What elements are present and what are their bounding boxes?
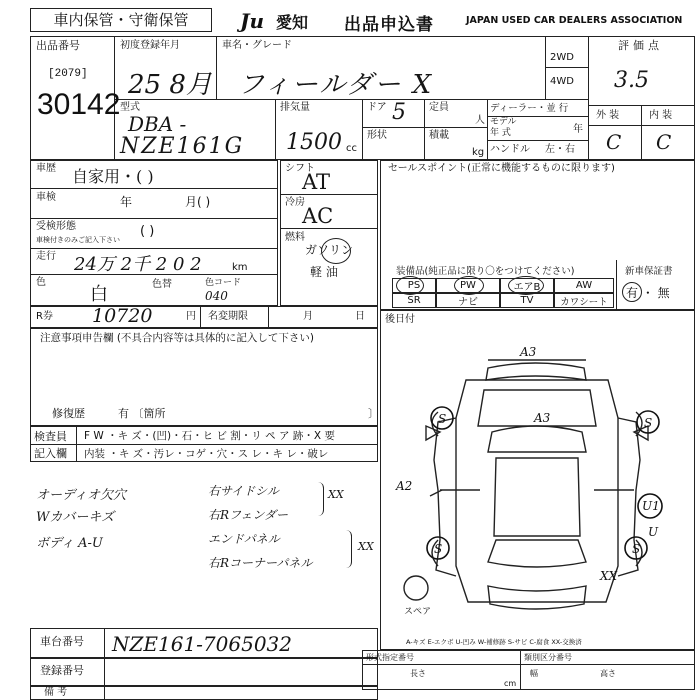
recycle-label: R券 (36, 311, 53, 322)
fw-row: F W ・キ ズ・(凹)・石・ヒ ビ 割・リ ペ ア 跡・X 要 (84, 430, 335, 442)
notes-label: 注意事項申告欄 (不具合内容等は具体的に記入して下さい) (40, 332, 315, 344)
interior-label: 内 装 (649, 110, 673, 121)
model-value-1: DBA - (128, 112, 187, 136)
receive-label: 受検形態 (36, 221, 76, 232)
equip-tv[interactable]: TV (500, 293, 554, 308)
repair-label: 修復歴 (52, 407, 85, 420)
fuel-gasoline[interactable]: ガソリン (305, 243, 354, 257)
chassis-value: NZE161-7065032 (112, 632, 292, 656)
recycle-row (30, 306, 378, 328)
entry-label: 記入欄 (34, 447, 67, 460)
equip-airbag[interactable]: エアB (500, 278, 554, 293)
spare-tire (404, 576, 428, 600)
capacity-unit: 人 (475, 115, 485, 126)
warranty-circle (622, 282, 642, 302)
aircon-label: 冷房 (285, 197, 305, 208)
note-wcover: Wカバーキズ (36, 510, 115, 525)
diagram-mark-a2: A2 (396, 479, 413, 493)
name-change-day: 日 (355, 311, 365, 322)
length-label: 長さ (410, 669, 426, 678)
model-label: 型式 (120, 102, 140, 113)
repair-value: 有 〔箇所 (118, 407, 166, 420)
note-corner-panel: 右Rコーナーパネル (208, 556, 313, 570)
diagram-mark-u1: U1 (642, 499, 660, 513)
handle-value[interactable]: 左・右 (545, 144, 575, 155)
car-name-value: フィールダー X (238, 70, 434, 100)
rear-label: 後日付 (385, 314, 415, 325)
height-label: 高さ (600, 669, 616, 678)
equip-aw[interactable]: AW (554, 278, 614, 293)
note-body: ボディ A-U (36, 536, 103, 551)
spare-label: スペア (404, 607, 432, 617)
recycle-unit: 円 (186, 311, 196, 322)
history-value: 自家用・( ) (72, 167, 154, 186)
first-reg-label: 初度登録年月 (120, 40, 180, 51)
score-label: 評価点 (618, 39, 663, 52)
diagram-mark-a3-roof: A3 (534, 411, 551, 425)
gasoline-circle (321, 238, 351, 264)
note-brace-1 (318, 482, 324, 516)
class-label: 類別区分番号 (524, 653, 572, 662)
dealer-label: ディーラー・並 行 (490, 103, 569, 114)
airbag-circle (508, 276, 544, 295)
warranty-value[interactable]: 有 ・ 無 (626, 286, 670, 300)
pw-circle (454, 276, 484, 295)
sales-label: セールスポイント(正常に機能するものに限ります) (388, 163, 615, 174)
remarks-label: 備 考 (44, 687, 68, 698)
diagram-mark-s-fl: S (438, 412, 447, 426)
storage-label: 車内保管・守衛保管 (30, 8, 212, 32)
lot-sub-number: [2079] (48, 68, 88, 80)
width-label: 幅 (530, 669, 538, 678)
equip-sr[interactable]: SR (392, 293, 436, 308)
shape-label: 形状 (367, 130, 387, 141)
first-reg-value: 25 8月 (128, 70, 212, 100)
aircon-value: AC (302, 204, 334, 228)
fuel-label: 燃料 (285, 232, 305, 243)
drive-4wd[interactable]: 4WD (550, 76, 574, 87)
mileage-value: 24万 2千 2 0 2 (74, 254, 202, 275)
inspection-year: 年 (120, 195, 133, 209)
recycle-value: 10720 (92, 305, 153, 327)
equip-navi[interactable]: ナビ (436, 293, 500, 308)
lot-label: 出品番号 (36, 39, 80, 52)
note-xx-1: XX (328, 488, 344, 501)
warranty-label: 新車保証書 (625, 266, 673, 277)
chassis-label: 車台番号 (40, 635, 84, 648)
receive-note: 車検付きのみご記入下さい (36, 236, 120, 244)
history-label: 車歴 (36, 163, 56, 174)
drive-2wd[interactable]: 2WD (550, 52, 574, 63)
model-value-2: NZE161G (120, 134, 245, 159)
model-year-suffix: 年 (573, 124, 583, 135)
roof (494, 458, 580, 536)
repair-close-bracket: 〕 (368, 407, 379, 420)
shift-label: シフト (285, 163, 315, 174)
doors-value: 5 (392, 100, 406, 125)
equipment-label: 装備品(純正品に限り〇をつけてください) (396, 266, 575, 277)
org-name: 愛知 (276, 13, 309, 32)
exterior-label: 外 装 (596, 110, 620, 121)
displacement-label: 排気量 (280, 102, 310, 113)
note-side-sill: 右サイドシル (208, 484, 279, 498)
ju-logo: Ju (240, 9, 265, 33)
model-year-label: モデル 年 式 (490, 117, 517, 138)
diagram-mark-s-rr: S (632, 542, 641, 556)
car-name-label: 車名・グレード (222, 40, 292, 51)
diagram-mark-s-rl: S (434, 542, 443, 556)
note-xx-2: XX (358, 540, 374, 553)
front-bumper (486, 363, 586, 380)
equip-ps[interactable]: PS (392, 278, 436, 293)
diagram-mark-u: U (648, 525, 659, 539)
score-value: 3.5 (614, 68, 649, 93)
ps-circle (396, 276, 424, 295)
color-code-value: 040 (205, 289, 228, 303)
inspector-label: 検査員 (34, 430, 67, 443)
handle-label: ハンドル (490, 144, 530, 155)
note-r-fender: 右Rフェンダー (208, 508, 288, 522)
inspection-month: 月( ) (185, 195, 211, 209)
diagram-mark-a3-top: A3 (520, 345, 537, 359)
load-unit: kg (472, 147, 485, 158)
remarks-row (30, 686, 378, 700)
lot-number: 30142 (37, 88, 121, 121)
mileage-unit: km (232, 262, 248, 273)
org-english: JAPAN USED CAR DEALERS ASSOCIATION (466, 15, 683, 26)
equip-leather[interactable]: カワシート (554, 293, 614, 308)
int-row: 内装 ・キ ズ・汚レ・コゲ・穴・ス レ・キ レ・破レ (84, 448, 329, 460)
note-audio: オーディオ欠穴 (36, 488, 126, 503)
displacement-unit: cc (346, 143, 357, 154)
color-label: 色 (36, 277, 46, 288)
exterior-value: C (606, 130, 622, 154)
mileage-label: 走行 (36, 251, 56, 262)
inspection-label: 車検 (36, 192, 56, 203)
capacity-label: 定員 (429, 102, 449, 113)
note-end-panel: エンドパネル (208, 532, 280, 546)
diagram-mark-s-fr: S (644, 416, 653, 430)
registration-label: 登録番号 (40, 664, 84, 677)
repaint-label: 色替 (152, 279, 172, 290)
damage-legend: A-キズ E-エクボ U-凹み W-補修跡 S-サビ C-腐食 XX-交換済 (406, 638, 582, 646)
load-label: 積載 (429, 130, 449, 141)
fuel-diesel[interactable]: 軽 油 (310, 265, 338, 279)
note-brace-2 (346, 530, 352, 568)
receive-value: ( ) (140, 224, 155, 239)
car-diagram (380, 340, 695, 630)
type-designation-label: 形式指定番号 (366, 653, 414, 662)
doors-label: ドア (367, 102, 387, 113)
form-title: 出品申込書 (344, 15, 434, 35)
windshield (488, 426, 586, 452)
rear-bumper (488, 586, 586, 609)
diagram-mark-xx: XX (600, 569, 618, 583)
name-change-month: 月 (303, 311, 313, 322)
cm-label-1: cm (504, 679, 517, 688)
rear-glass (488, 540, 586, 567)
displacement-value: 1500 (286, 130, 342, 155)
equip-pw[interactable]: PW (436, 278, 500, 293)
shift-value: AT (302, 170, 331, 194)
name-change-label: 名変期限 (208, 311, 248, 322)
color-code-label: 色コード (205, 278, 242, 288)
interior-value: C (656, 130, 672, 154)
color-value: 白 (90, 284, 108, 305)
